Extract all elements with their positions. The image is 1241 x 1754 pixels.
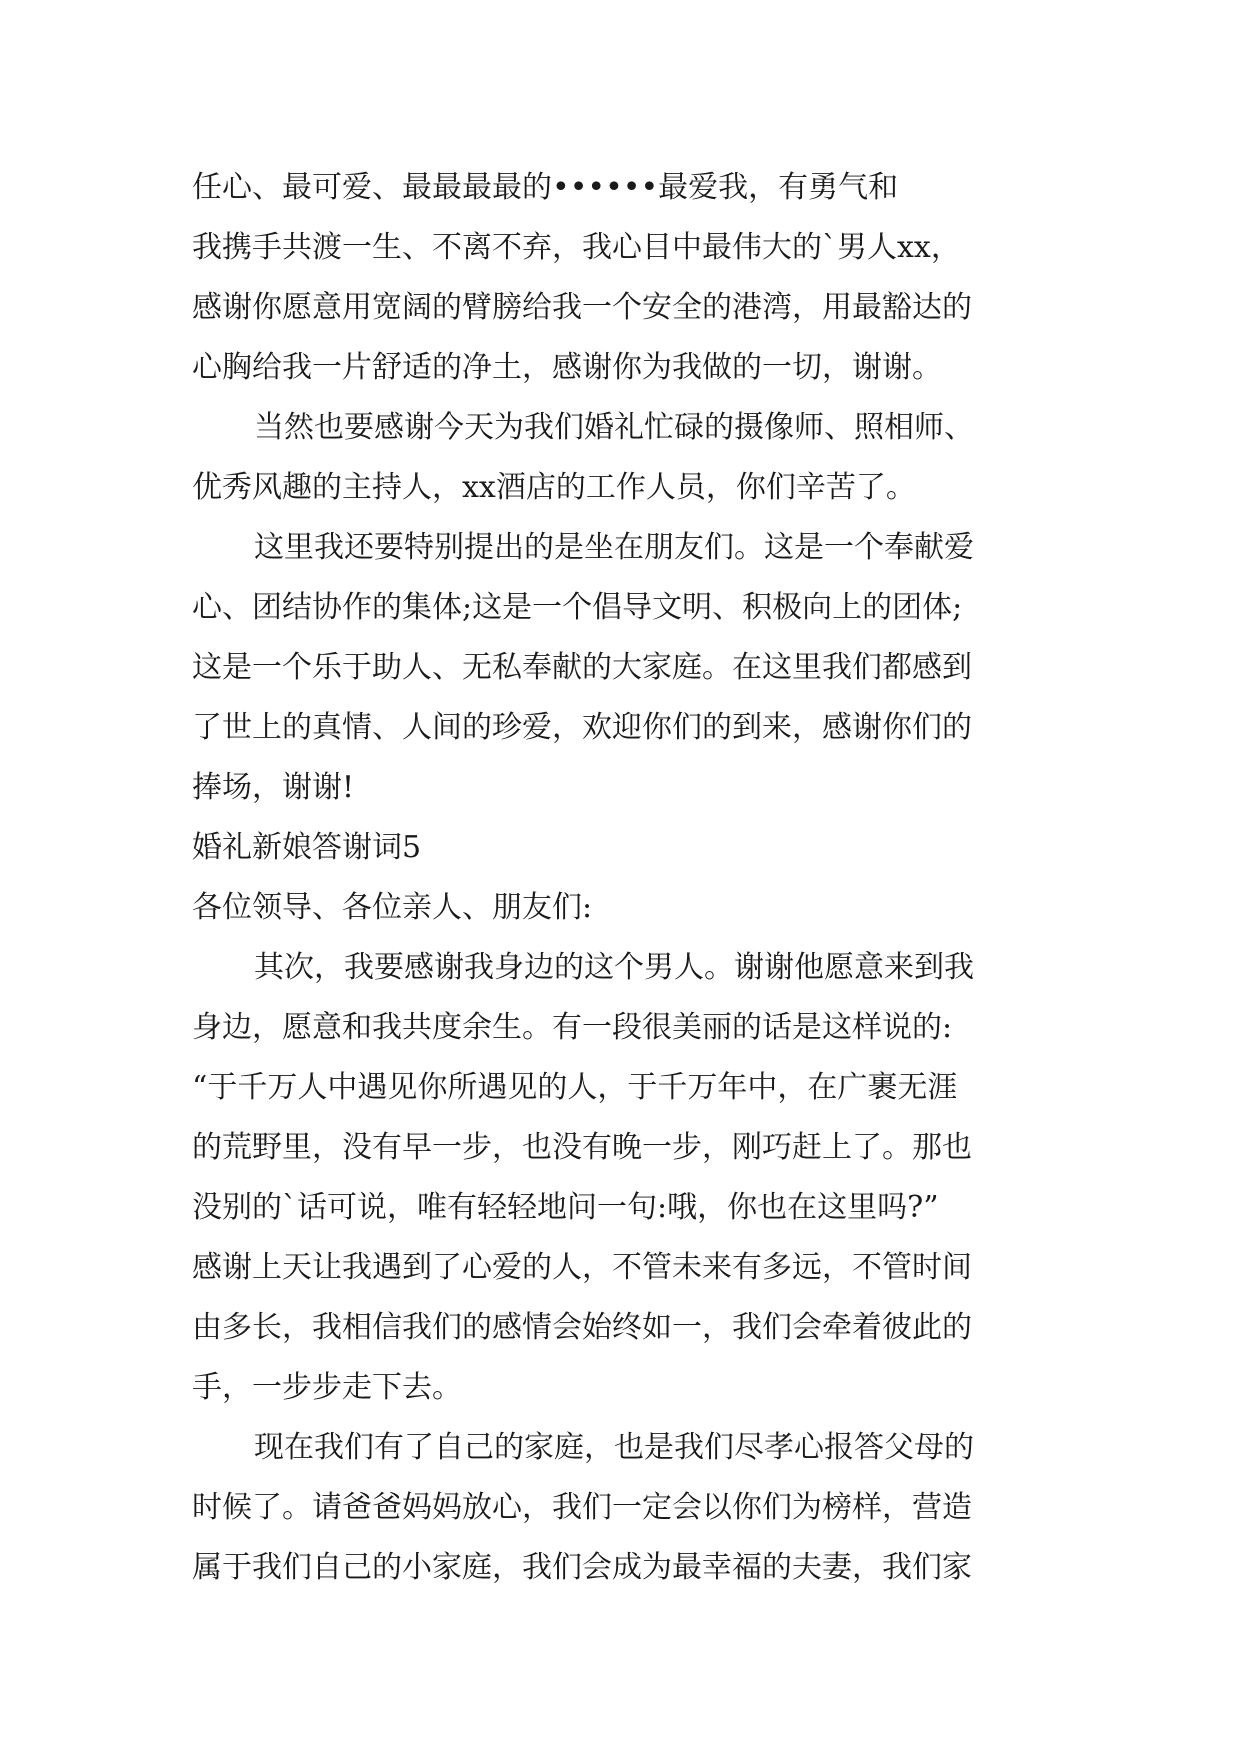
text-line: 了世上的真情、人间的珍爱，欢迎你们的到来，感谢你们的 (192, 710, 972, 745)
text-line: 心、团结协作的集体;这是一个倡导文明、积极向上的团体; (192, 590, 963, 625)
text-line: 捧场，谢谢! (192, 770, 355, 805)
text-line: 属于我们自己的小家庭，我们会成为最幸福的夫妻，我们家 (192, 1550, 972, 1585)
text-line: 优秀风趣的主持人，xx酒店的工作人员，你们辛苦了。 (192, 470, 916, 505)
text-line: 感谢你愿意用宽阔的臂膀给我一个安全的港湾，用最豁达的 (192, 290, 972, 325)
text-line: 手，一步步走下去。 (192, 1370, 462, 1405)
document-body (192, 158, 1052, 1598)
text-line: 由多长，我相信我们的感情会始终如一，我们会牵着彼此的 (192, 1310, 972, 1345)
text-line: 身边，愿意和我共度余生。有一段很美丽的话是这样说的: (192, 1010, 953, 1045)
paragraph-first-line: 这里我还要特别提出的是坐在朋友们。这是一个奉献爱 (254, 530, 974, 565)
paragraph-first-line: 现在我们有了自己的家庭，也是我们尽孝心报答父母的 (254, 1430, 974, 1465)
text-line: 心胸给我一片舒适的净土，感谢你为我做的一切，谢谢。 (192, 350, 942, 385)
text-line: “于千万人中遇见你所遇见的人，于千万年中，在广裹无涯 (192, 1070, 958, 1105)
text-line: 任心、最可爱、最最最最的••••••最爱我，有勇气和 (192, 170, 899, 205)
text-line: 没别的`话可说，唯有轻轻地问一句:哦，你也在这里吗?” (192, 1190, 939, 1225)
paragraph-first-line: 其次，我要感谢我身边的这个男人。谢谢他愿意来到我 (254, 950, 974, 985)
text-line: 时候了。请爸爸妈妈放心，我们一定会以你们为榜样，营造 (192, 1490, 972, 1525)
paragraph-first-line: 当然也要感谢今天为我们婚礼忙碌的摄像师、照相师、 (254, 410, 974, 445)
text-line: 这是一个乐于助人、无私奉献的大家庭。在这里我们都感到 (192, 650, 972, 685)
text-line: 的荒野里，没有早一步，也没有晚一步，刚巧赶上了。那也 (192, 1130, 972, 1165)
text-line: 我携手共渡一生、不离不弃，我心目中最伟大的`男人xx， (192, 230, 961, 265)
salutation: 各位领导、各位亲人、朋友们: (192, 890, 593, 925)
section-heading: 婚礼新娘答谢词5 (192, 830, 422, 865)
text-line: 感谢上天让我遇到了心爱的人，不管未来有多远，不管时间 (192, 1250, 972, 1285)
